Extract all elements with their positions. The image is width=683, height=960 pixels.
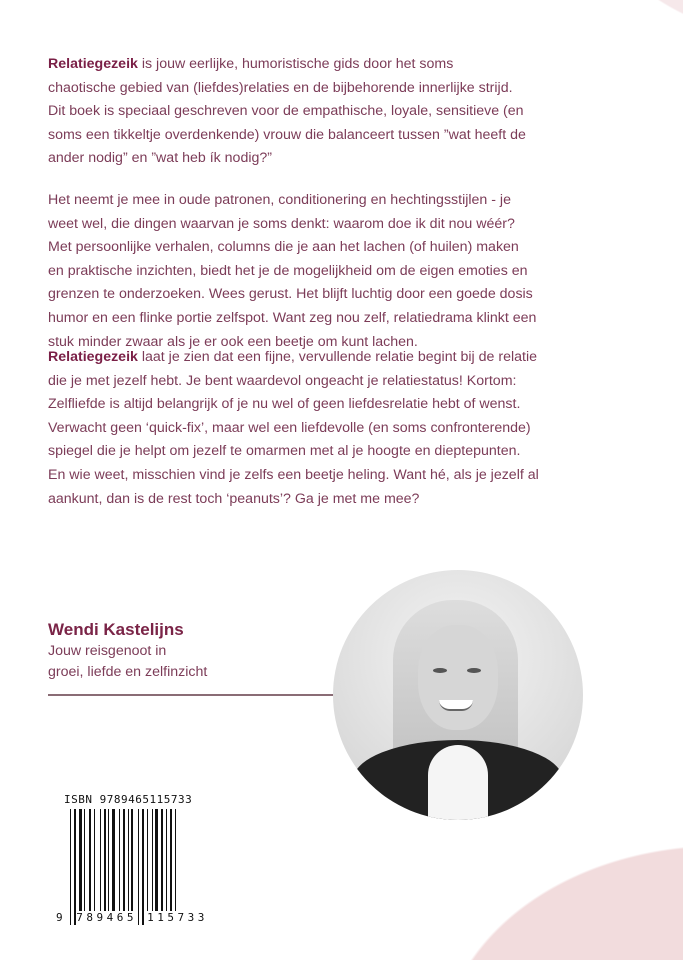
barcode-bar [104,809,106,911]
text-line: die je met jezelf hebt. Je bent waardevol ongeacht je relatiestatus! Kortom: [48,372,517,389]
author-tagline-2: groei, liefde en zelfinzicht [48,664,208,680]
barcode-bar [119,809,120,911]
photo-eye [433,668,447,673]
description-paragraph-2 [48,189,648,354]
barcode-bars [70,809,216,925]
text-line: is jouw eerlijke, humoristische gids door het soms [137,56,454,72]
isbn-barcode [56,793,217,933]
text-line: spiegel die je helpt om jezelf te omarmen met al je hoogte en dieptepunten. [48,443,521,460]
description-paragraph-1 [48,53,648,171]
text-line: En wie weet, misschien vind je zelfs een beetje heling. Want hé, als je jezelf al [48,466,539,483]
text-line: aankunt, dan is de rest toch ‘peanuts’? Ga je met me mee? [48,490,420,507]
barcode-bar [166,809,167,911]
text-line: Met persoonlijke verhalen, columns die je aan het lachen (of huilen) maken [48,239,519,256]
author-block [48,619,207,683]
barcode-bar [147,809,148,911]
book-title-bold: Relatiegezeik [48,349,138,365]
photo-face [418,625,498,730]
text-line: laat je zien dat een fijne, vervullende relatie begint bij de relatie [137,349,537,365]
text-line: Dit boek is speciaal geschreven voor de empathische, loyale, sensitieve (en [48,103,524,120]
barcode-bar [70,809,71,925]
barcode-bar [100,809,101,911]
text-line: en praktische inzichten, biedt het je de mogelijkheid om de eigen emoties en [48,262,528,279]
text-line: ander nodig” en ”wat heb ík nodig?” [48,150,272,167]
text-line: Verwacht geen ‘quick-fix’, maar wel een liefdevolle (en soms confronterende) [48,419,531,436]
barcode-bar [175,809,176,911]
divider-line [48,694,334,696]
text-line: weet wel, die dingen waarvan je soms denkt: waarom doe ik dit nou wéér? [48,215,515,232]
text-line: Zelfliefde is altijd belangrijk of je nu wel of geen liefdesrelatie hebt of wenst. [48,396,521,413]
barcode-bar [128,809,129,911]
text-line: grenzen te onderzoeken. Wees gerust. Het blijft luchtig door een goede dosis [48,286,533,303]
barcode-bar [94,809,95,911]
photo-shirt [428,745,488,820]
barcode-bar [170,809,172,911]
barcode-bar [112,809,115,911]
barcode-bar [131,809,133,911]
barcode-bar [142,809,144,925]
author-tagline-1: Jouw reisgenoot in [48,643,167,659]
text-line: soms een tikkeltje overdenkende) vrouw die balanceert tussen ”wat heeft de [48,126,526,143]
text-line: humor en een flinke portie zelfspot. Want zeg nou zelf, relatiedrama klinkt een [48,309,537,326]
barcode-bar [108,809,109,911]
barcode-bar [79,809,82,911]
author-name: Wendi Kastelijns [48,620,184,639]
author-photo [333,570,583,820]
photo-eye [467,668,481,673]
text-line: Het neemt je mee in oude patronen, conditionering en hechtingsstijlen - je [48,192,511,208]
barcode-bar [138,809,139,925]
barcode-bar [123,809,125,911]
isbn-label: ISBN 9789465115733 [64,793,193,806]
description-paragraph-3 [48,346,648,511]
barcode-digits: 9 789465 115733 [56,911,208,924]
barcode-bar [152,809,153,911]
text-line: chaotische gebied van (liefdes)relaties en de bijbehorende innerlijke strijd. [48,79,513,96]
book-title-bold: Relatiegezeik [48,56,138,72]
text-line: stuk minder zwaar als je er ook een beetje om kunt lachen. [48,333,418,350]
barcode-bar [84,809,85,911]
barcode-bar [161,809,163,911]
barcode-bar [89,809,91,911]
barcode-bar [155,809,158,911]
barcode-bar [74,809,76,925]
